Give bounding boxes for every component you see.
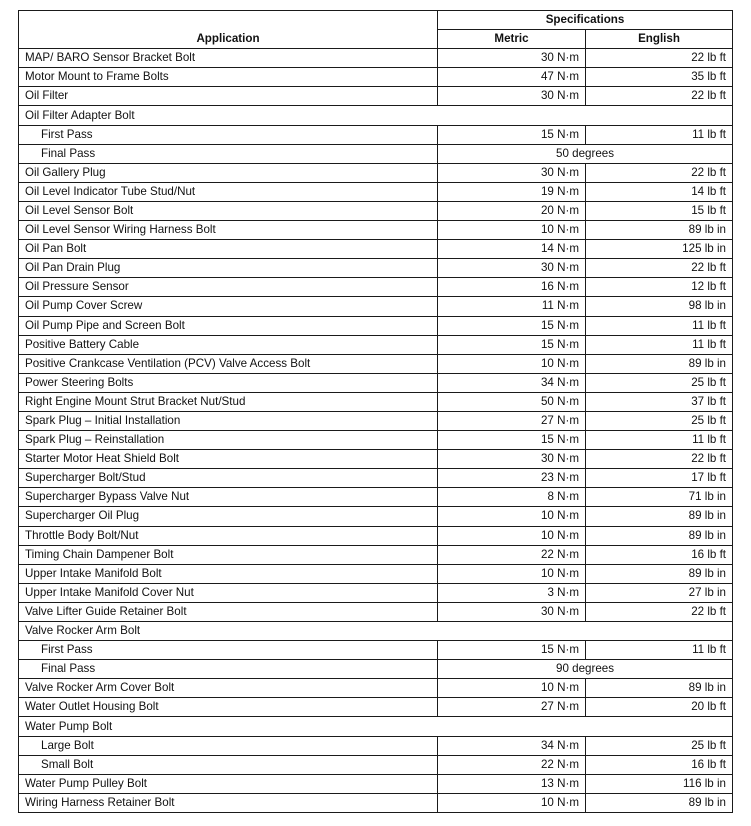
english-cell: 116 lb in [586,774,733,793]
english-cell: 25 lb ft [586,411,733,430]
english-cell: 37 lb ft [586,392,733,411]
application-cell: Oil Filter [19,87,438,106]
table-group-row [19,622,733,641]
table-row [19,545,733,564]
column-header-application: Application [19,11,438,49]
english-cell: 22 lb ft [586,87,733,106]
table-row [19,602,733,621]
english-cell: 89 lb in [586,526,733,545]
metric-cell: 20 N·m [438,201,586,220]
application-cell: Oil Pan Bolt [19,240,438,259]
table-row [19,373,733,392]
table-row [19,411,733,430]
table-row [19,698,733,717]
english-cell: 25 lb ft [586,736,733,755]
table-group-row [19,717,733,736]
table-row [19,679,733,698]
application-cell: First Pass [19,641,438,660]
metric-cell: 23 N·m [438,469,586,488]
metric-cell: 22 N·m [438,545,586,564]
metric-cell: 13 N·m [438,774,586,793]
english-cell: 22 lb ft [586,49,733,68]
table-header [19,11,733,49]
english-cell: 125 lb in [586,240,733,259]
column-group-header-specifications: Specifications [438,11,733,30]
application-cell: Water Pump Pulley Bolt [19,774,438,793]
metric-cell: 15 N·m [438,431,586,450]
table-row [19,526,733,545]
application-cell: Spark Plug – Initial Installation [19,411,438,430]
application-cell: Oil Level Sensor Bolt [19,201,438,220]
table-row [19,507,733,526]
table-row [19,755,733,774]
english-cell: 11 lb ft [586,316,733,335]
application-cell: Valve Lifter Guide Retainer Bolt [19,602,438,621]
english-cell: 16 lb ft [586,755,733,774]
table-row [19,583,733,602]
application-cell: Starter Motor Heat Shield Bolt [19,450,438,469]
english-cell: 22 lb ft [586,163,733,182]
application-cell: Small Bolt [19,755,438,774]
metric-cell: 10 N·m [438,526,586,545]
metric-cell: 30 N·m [438,49,586,68]
application-cell: Supercharger Bypass Valve Nut [19,488,438,507]
metric-cell: 3 N·m [438,583,586,602]
metric-cell: 10 N·m [438,221,586,240]
application-cell: Large Bolt [19,736,438,755]
english-cell: 16 lb ft [586,545,733,564]
table-row [19,259,733,278]
metric-cell: 15 N·m [438,316,586,335]
application-cell: Oil Pump Cover Screw [19,297,438,316]
table-body [19,49,733,813]
table-group-row [19,106,733,125]
english-cell: 11 lb ft [586,641,733,660]
english-cell: 11 lb ft [586,125,733,144]
english-cell: 89 lb in [586,793,733,812]
metric-cell: 50 N·m [438,392,586,411]
table-row [19,641,733,660]
table-row [19,201,733,220]
table-row [19,469,733,488]
metric-cell: 30 N·m [438,450,586,469]
table-row [19,488,733,507]
english-cell: 89 lb in [586,354,733,373]
specification-span-cell: 50 degrees [438,144,733,163]
table-row [19,297,733,316]
metric-cell: 10 N·m [438,679,586,698]
english-cell: 27 lb in [586,583,733,602]
english-cell: 71 lb in [586,488,733,507]
application-cell: Upper Intake Manifold Cover Nut [19,583,438,602]
fastener-torque-table [18,10,733,813]
header-row-top [19,11,733,30]
application-cell: Right Engine Mount Strut Bracket Nut/Stud [19,392,438,411]
table-row [19,87,733,106]
column-header-english: English [586,30,733,49]
table-row [19,660,733,679]
application-cell: Upper Intake Manifold Bolt [19,564,438,583]
table-row [19,144,733,163]
application-cell: Wiring Harness Retainer Bolt [19,793,438,812]
metric-cell: 14 N·m [438,240,586,259]
column-header-metric: Metric [438,30,586,49]
table-row [19,163,733,182]
table-row [19,335,733,354]
metric-cell: 30 N·m [438,87,586,106]
english-cell: 22 lb ft [586,450,733,469]
metric-cell: 34 N·m [438,373,586,392]
metric-cell: 19 N·m [438,182,586,201]
table-row [19,392,733,411]
application-cell: Power Steering Bolts [19,373,438,392]
english-cell: 11 lb ft [586,431,733,450]
specification-span-cell: 90 degrees [438,660,733,679]
metric-cell: 10 N·m [438,354,586,373]
english-cell: 17 lb ft [586,469,733,488]
application-cell: Positive Crankcase Ventilation (PCV) Valve Access Bolt [19,354,438,373]
metric-cell: 15 N·m [438,335,586,354]
metric-cell: 8 N·m [438,488,586,507]
metric-cell: 11 N·m [438,297,586,316]
application-cell: Final Pass [19,660,438,679]
table-row [19,450,733,469]
english-cell: 20 lb ft [586,698,733,717]
english-cell: 89 lb in [586,507,733,526]
metric-cell: 27 N·m [438,698,586,717]
english-cell: 12 lb ft [586,278,733,297]
english-cell: 22 lb ft [586,602,733,621]
english-cell: 89 lb in [586,564,733,583]
table-row [19,354,733,373]
table-row [19,240,733,259]
english-cell: 35 lb ft [586,68,733,87]
table-row [19,125,733,144]
metric-cell: 10 N·m [438,507,586,526]
metric-cell: 10 N·m [438,793,586,812]
english-cell: 11 lb ft [586,335,733,354]
table-row [19,774,733,793]
table-row [19,316,733,335]
table-row [19,49,733,68]
application-cell: Oil Pressure Sensor [19,278,438,297]
application-cell: Water Pump Bolt [19,717,733,736]
english-cell: 89 lb in [586,221,733,240]
metric-cell: 30 N·m [438,163,586,182]
application-cell: Positive Battery Cable [19,335,438,354]
application-cell: Oil Gallery Plug [19,163,438,182]
metric-cell: 22 N·m [438,755,586,774]
application-cell: Oil Pump Pipe and Screen Bolt [19,316,438,335]
metric-cell: 47 N·m [438,68,586,87]
table-row [19,564,733,583]
english-cell: 89 lb in [586,679,733,698]
application-cell: Oil Pan Drain Plug [19,259,438,278]
english-cell: 14 lb ft [586,182,733,201]
table-row [19,431,733,450]
table-row [19,736,733,755]
metric-cell: 34 N·m [438,736,586,755]
english-cell: 15 lb ft [586,201,733,220]
metric-cell: 10 N·m [438,564,586,583]
table-row [19,182,733,201]
application-cell: Spark Plug – Reinstallation [19,431,438,450]
table-row [19,278,733,297]
specifications-sheet [18,10,732,813]
table-row [19,221,733,240]
application-cell: Water Outlet Housing Bolt [19,698,438,717]
application-cell: Throttle Body Bolt/Nut [19,526,438,545]
metric-cell: 16 N·m [438,278,586,297]
application-cell: Motor Mount to Frame Bolts [19,68,438,87]
application-cell: Final Pass [19,144,438,163]
metric-cell: 15 N·m [438,125,586,144]
metric-cell: 30 N·m [438,259,586,278]
metric-cell: 27 N·m [438,411,586,430]
application-cell: Oil Filter Adapter Bolt [19,106,733,125]
application-cell: MAP/ BARO Sensor Bracket Bolt [19,49,438,68]
metric-cell: 30 N·m [438,602,586,621]
metric-cell: 15 N·m [438,641,586,660]
application-cell: Supercharger Bolt/Stud [19,469,438,488]
application-cell: Supercharger Oil Plug [19,507,438,526]
application-cell: Oil Level Sensor Wiring Harness Bolt [19,221,438,240]
table-row [19,793,733,812]
english-cell: 98 lb in [586,297,733,316]
application-cell: Timing Chain Dampener Bolt [19,545,438,564]
application-cell: Oil Level Indicator Tube Stud/Nut [19,182,438,201]
table-row [19,68,733,87]
english-cell: 25 lb ft [586,373,733,392]
application-cell: Valve Rocker Arm Bolt [19,622,733,641]
application-cell: Valve Rocker Arm Cover Bolt [19,679,438,698]
application-cell: First Pass [19,125,438,144]
english-cell: 22 lb ft [586,259,733,278]
